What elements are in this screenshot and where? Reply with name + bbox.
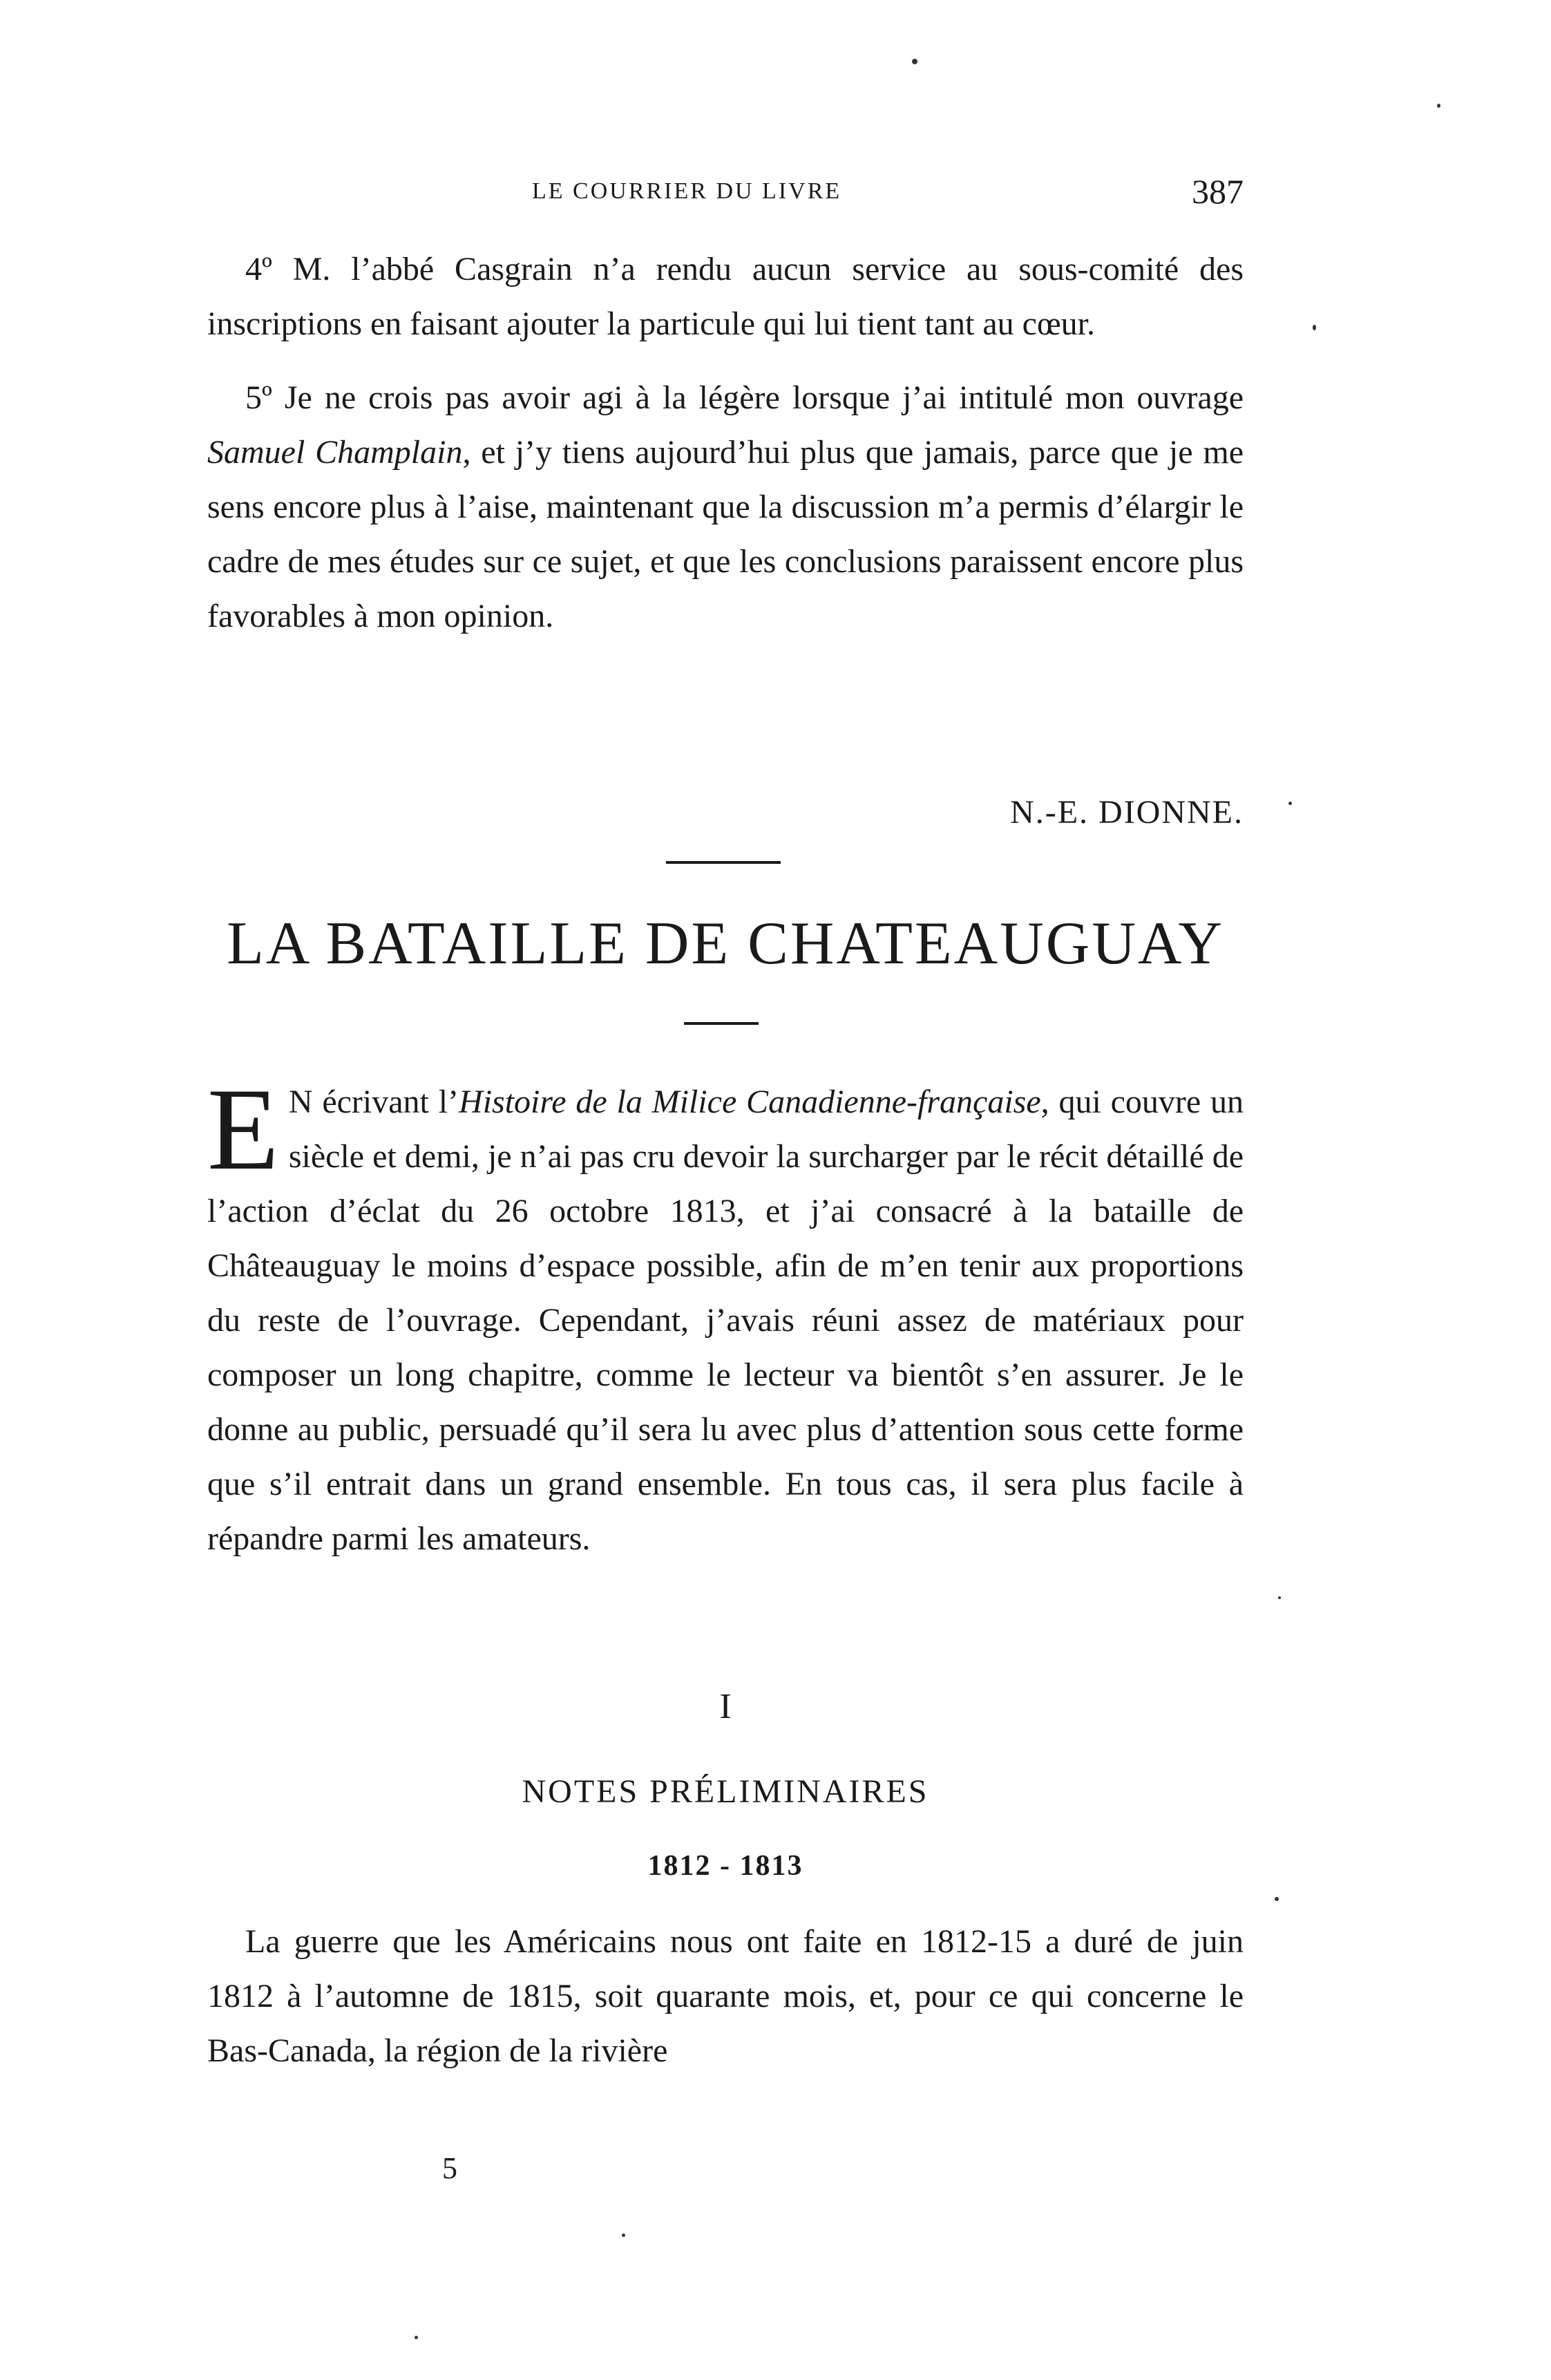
book-title-samuel-champlain: Samuel Champlain (207, 434, 463, 471)
author-signature: N.-E. DIONNE. (1010, 794, 1244, 831)
paragraph-5-before: 5º Je ne crois pas avoir agi à la légère lorsque j’ai intitulé mon ouvrage (245, 379, 1244, 416)
print-speck (1275, 1897, 1279, 1901)
chapter-heading: LA BATAILLE DE CHATEAUGUAY (227, 910, 1224, 977)
first-word-rest: N (288, 1084, 313, 1120)
print-speck (415, 2336, 418, 2339)
divider-rule (666, 861, 781, 864)
print-speck (1278, 1596, 1281, 1599)
text-block-top (207, 242, 1244, 643)
closing-paragraph: La guerre que les Américains nous ont faite en 1812-15 a duré de juin 1812 à l’automne de 1815, soit quarante mois, et, pour ce qui concerne le Bas-Canada, la région de la rivière (207, 1923, 1244, 2069)
paragraph-5 (207, 370, 1244, 643)
work-title: Histoire de la Milice Canadienne-française (459, 1084, 1041, 1120)
section-number: I (719, 1687, 732, 1726)
signature-mark: 5 (442, 2151, 457, 2185)
running-title: LE COURRIER DU LIVRE (532, 178, 842, 204)
drop-cap: E (207, 1064, 279, 1194)
opening-body: , qui couvre un siècle et demi, je n’ai pas cru devoir la surcharger par le récit détaillé de l’action d’éclat du 26 octobre 1813, et j’ai consacré à la bataille de Châteauguay le moins d’espace possible, afin de m’en tenir aux proportions du reste de l’ouvrage. Cependant, j’avais réuni assez de matériaux pour composer un long chapitre, comme le lecteur va bientôt s’en assurer. Je le donne au public, persuadé qu’il sera lu avec plus d’attention sous cette forme que s’il entrait dans un grand ensemble. En tous cas, il sera plus facile à répandre parmi les amateurs. (207, 1084, 1244, 1557)
paragraph-4: 4º M. l’abbé Casgrain n’a rendu aucun service au sous-comité des inscriptions en faisant ajouter la particule qui lui tient tant au cœur. (207, 251, 1244, 342)
print-speck (1313, 325, 1316, 330)
text-block-bottom (207, 1914, 1244, 2078)
print-speck (912, 59, 917, 64)
section-years: 1812 - 1813 (647, 1850, 803, 1882)
opening-paragraph (207, 1064, 1244, 1566)
print-speck (1437, 104, 1440, 108)
section-title: NOTES PRÉLIMINAIRES (522, 1773, 929, 1810)
divider-rule (684, 1022, 759, 1025)
paragraph-5-after: , et j’y tiens aujourd’hui plus que jamais, parce que je me sens encore plus à l’aise, maintenant que la discussion m’a permis d’élargir le cadre de mes études sur ce sujet, et que les conclusions paraissent encore plus favorables à mon opinion. (207, 434, 1244, 634)
opening-lead: écrivant l’ (312, 1084, 459, 1120)
running-head (207, 172, 1244, 220)
page-number: 387 (1192, 172, 1244, 211)
opening-text (207, 1064, 1244, 1566)
print-speck (1288, 802, 1292, 805)
print-speck (622, 2233, 625, 2237)
